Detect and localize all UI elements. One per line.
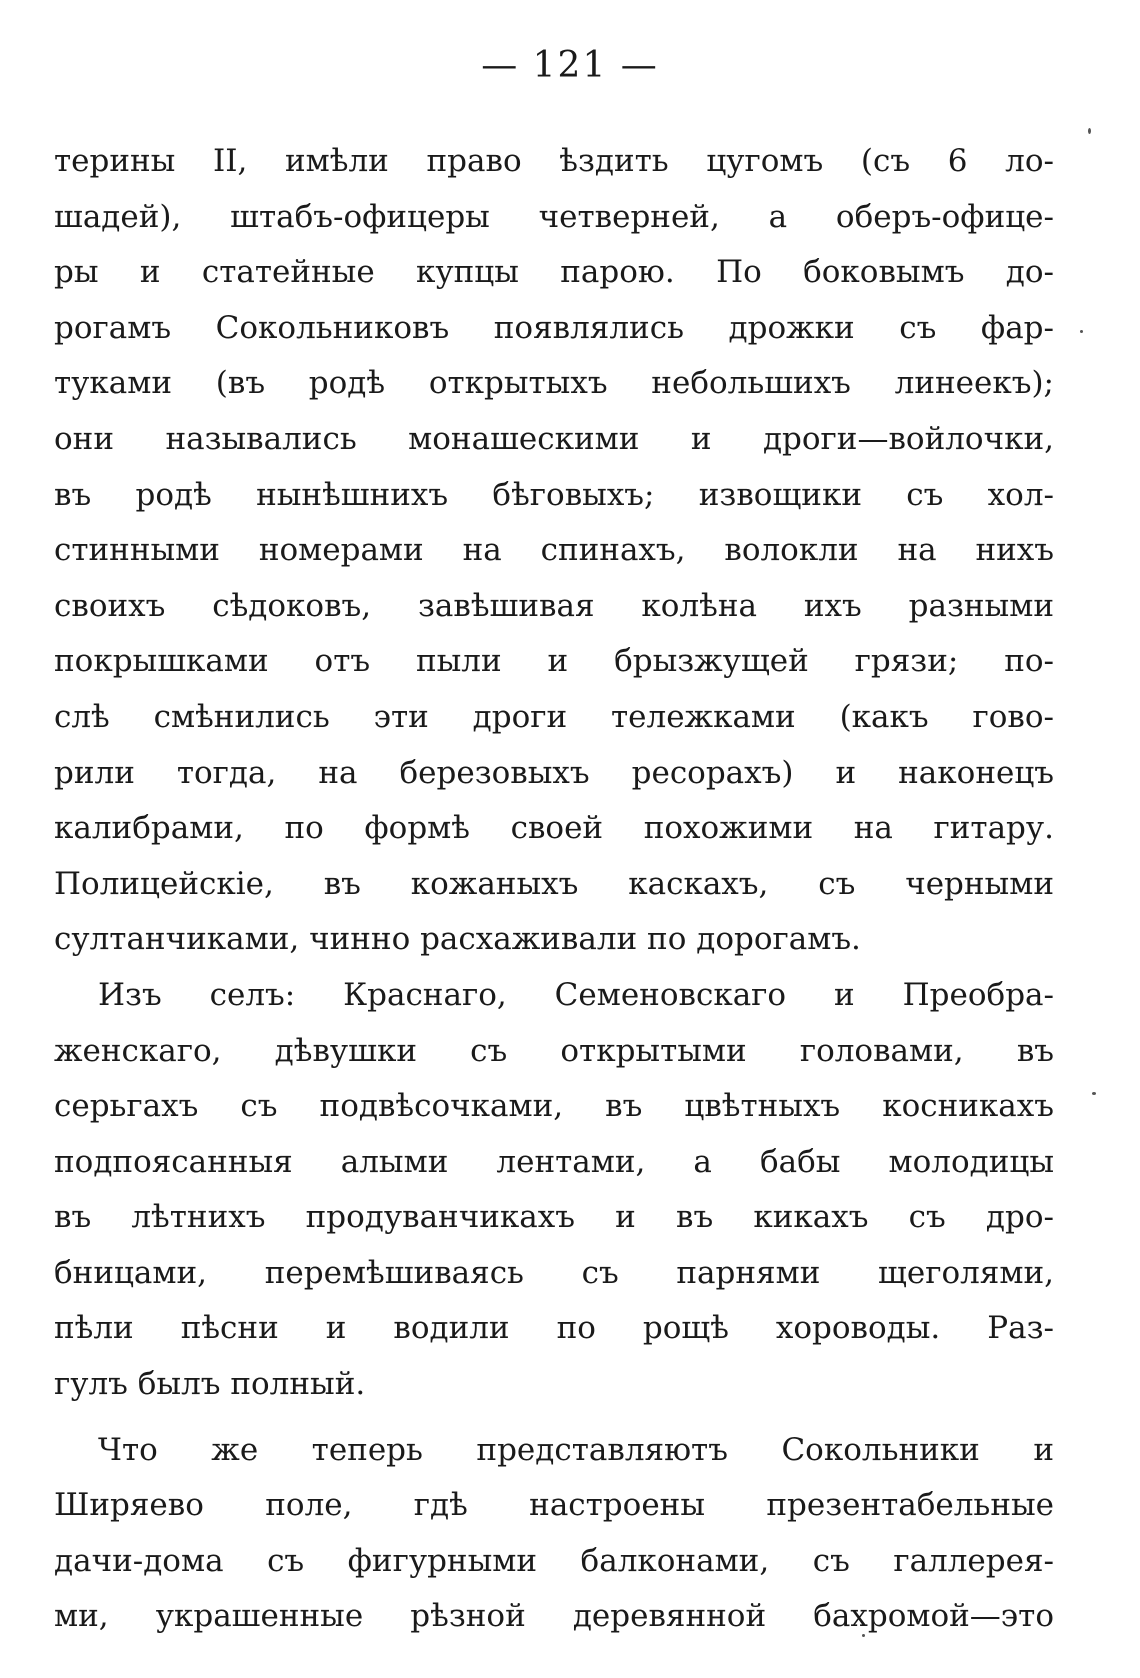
text-line: гулъ былъ полный. [54,1366,366,1403]
text-line: Изъ селъ: Краснаго, Семеновскаго и Преобра- [98,976,1054,1013]
text-line: покрышками отъ пыли и брызжущей грязи; по- [54,643,1054,680]
scan-speck [1088,128,1091,134]
text-line: стинными номерами на спинахъ, волокли на нихъ [54,532,1054,569]
text-line: серьгахъ съ подвѣсочками, въ цвѣтныхъ косникахъ [54,1088,1054,1125]
paragraph-3 [54,1423,1054,1645]
body-text [54,134,1054,1645]
text-line: ры и статейные купцы парою. По боковымъ до- [54,254,1054,291]
text-line: Что же теперь представляютъ Сокольники и [98,1431,1054,1468]
text-line: Ширяево поле, гдѣ настроены презентабельные [54,1487,1054,1524]
text-line: рили тогда, на березовыхъ ресорахъ) и наконецъ [54,754,1054,791]
text-line: ми, украшенные рѣзной деревянной бахромой—это [54,1598,1054,1635]
text-line: женскаго, дѣвушки съ открытыми головами, въ [54,1032,1054,1069]
text-line: слѣ смѣнились эти дроги тележками (какъ гово- [54,698,1054,735]
text-line: въ лѣтнихъ продуванчикахъ и въ кикахъ съ дро- [54,1199,1054,1236]
text-line: подпоясанныя алыми лентами, а бабы молодицы [54,1143,1054,1180]
page-number: — 121 — [481,45,659,86]
text-line: дачи-дома съ фигурными балконами, съ галлерея- [54,1542,1054,1579]
text-line: они назывались монашескими и дроги—войлочки, [54,420,1054,457]
text-line: рогамъ Сокольниковъ появлялись дрожки съ фар- [54,309,1054,346]
text-line: султанчиками, чинно расхаживали по дорогамъ. [54,921,861,958]
paragraph-2 [54,968,1054,1413]
text-line: бницами, перемѣшиваясь съ парнями щеголями, [54,1254,1054,1291]
text-line: калибрами, по формѣ своей похожими на гитару. [54,810,1054,847]
scan-speck [1080,330,1083,333]
scan-speck [1092,1092,1096,1095]
text-line: шадей), штабъ-офицеры четверней, а оберъ-офице- [54,198,1054,235]
paragraph-gap [54,1413,1054,1423]
text-line: своихъ сѣдоковъ, завѣшивая колѣна ихъ разными [54,587,1054,624]
text-line: Полицейскіе, въ кожаныхъ каскахъ, съ черными [54,865,1054,902]
text-line: пѣли пѣсни и водили по рощѣ хороводы. Раз- [54,1310,1054,1347]
scan-speck [862,1634,865,1637]
text-line: туками (въ родѣ открытыхъ небольшихъ линеекъ); [54,365,1054,402]
text-line: въ родѣ нынѣшнихъ бѣговыхъ; извощики съ хол- [54,476,1054,513]
paragraph-1 [54,134,1054,968]
text-line: терины II, имѣли право ѣздить цугомъ (съ 6 ло- [54,143,1054,179]
